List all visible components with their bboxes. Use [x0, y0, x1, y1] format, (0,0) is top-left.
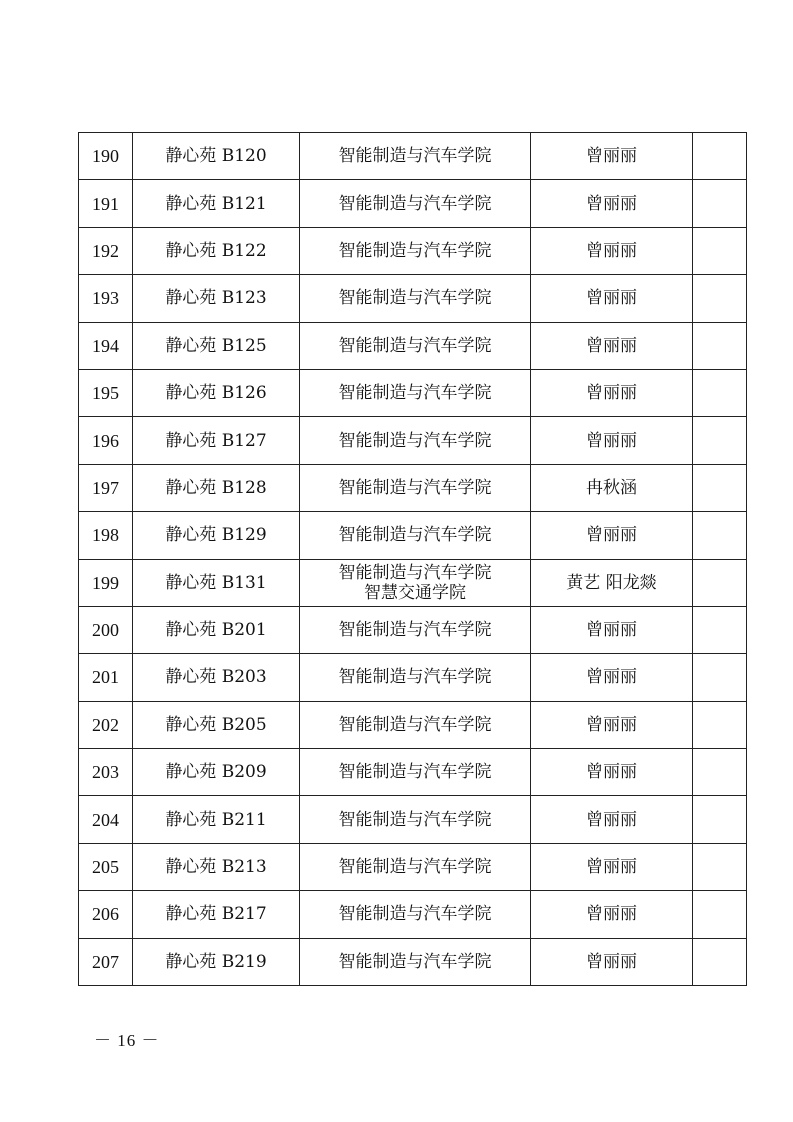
room-cell: 静心苑 B201 [133, 606, 300, 653]
row-number-cell: 201 [79, 654, 133, 701]
room-cell: 静心苑 B127 [133, 417, 300, 464]
person-cell: 曾丽丽 [531, 322, 693, 369]
table-row [79, 891, 747, 938]
note-cell [693, 464, 747, 511]
row-number-cell: 203 [79, 749, 133, 796]
room-cell: 静心苑 B125 [133, 322, 300, 369]
room-cell: 静心苑 B213 [133, 843, 300, 890]
table-row [79, 654, 747, 701]
room-cell: 静心苑 B128 [133, 464, 300, 511]
college-name: 智能制造与汽车学院 [338, 525, 492, 546]
person-cell: 曾丽丽 [531, 749, 693, 796]
table-row [79, 749, 747, 796]
row-number-cell: 207 [79, 938, 133, 985]
person-cell: 曾丽丽 [531, 512, 693, 559]
person-cell: 曾丽丽 [531, 843, 693, 890]
person-cell: 曾丽丽 [531, 180, 693, 227]
person-cell: 曾丽丽 [531, 654, 693, 701]
college-cell [300, 749, 531, 796]
row-number-cell: 199 [79, 559, 133, 606]
row-number-cell: 197 [79, 464, 133, 511]
college-name: 智能制造与汽车学院 [338, 477, 492, 498]
note-cell [693, 701, 747, 748]
dormitory-table [78, 132, 747, 986]
college-cell [300, 654, 531, 701]
person-cell: 曾丽丽 [531, 606, 693, 653]
note-cell [693, 417, 747, 464]
table-row [79, 227, 747, 274]
table-body [79, 133, 747, 986]
note-cell [693, 512, 747, 559]
note-cell [693, 275, 747, 322]
college-name: 智能制造与汽车学院 [338, 714, 492, 735]
college-name: 智能制造与汽车学院 [338, 146, 492, 167]
table-row [79, 796, 747, 843]
room-cell: 静心苑 B219 [133, 938, 300, 985]
person-cell: 曾丽丽 [531, 133, 693, 180]
person-cell: 曾丽丽 [531, 891, 693, 938]
college-cell [300, 322, 531, 369]
note-cell [693, 227, 747, 274]
college-cell [300, 133, 531, 180]
college-cell [300, 417, 531, 464]
person-cell: 冉秋涵 [531, 464, 693, 511]
person-cell: 曾丽丽 [531, 369, 693, 416]
table-row [79, 701, 747, 748]
table-row [79, 275, 747, 322]
room-cell: 静心苑 B203 [133, 654, 300, 701]
note-cell [693, 749, 747, 796]
person-cell: 曾丽丽 [531, 417, 693, 464]
row-number-cell: 195 [79, 369, 133, 416]
college-cell [300, 180, 531, 227]
note-cell [693, 322, 747, 369]
row-number-cell: 192 [79, 227, 133, 274]
note-cell [693, 654, 747, 701]
row-number-cell: 206 [79, 891, 133, 938]
college-cell [300, 843, 531, 890]
row-number-cell: 198 [79, 512, 133, 559]
row-number-cell: 200 [79, 606, 133, 653]
note-cell [693, 606, 747, 653]
college-name: 智能制造与汽车学院 [338, 951, 492, 972]
college-name: 智能制造与汽车学院 [338, 762, 492, 783]
table-row [79, 133, 747, 180]
college-name: 智能制造与汽车学院 [338, 430, 492, 451]
note-cell [693, 133, 747, 180]
row-number-cell: 204 [79, 796, 133, 843]
table-row [79, 843, 747, 890]
college-cell [300, 227, 531, 274]
college-name: 智能制造与汽车学院 [338, 562, 492, 583]
room-cell: 静心苑 B123 [133, 275, 300, 322]
room-cell: 静心苑 B126 [133, 369, 300, 416]
table-row [79, 369, 747, 416]
college-cell [300, 891, 531, 938]
table-row [79, 559, 747, 606]
college-name: 智能制造与汽车学院 [338, 620, 492, 641]
college-name: 智慧交通学院 [364, 582, 466, 603]
note-cell [693, 559, 747, 606]
note-cell [693, 796, 747, 843]
college-name: 智能制造与汽车学院 [338, 335, 492, 356]
person-cell: 曾丽丽 [531, 227, 693, 274]
room-cell: 静心苑 B205 [133, 701, 300, 748]
college-name: 智能制造与汽车学院 [338, 193, 492, 214]
table-row [79, 180, 747, 227]
row-number-cell: 191 [79, 180, 133, 227]
note-cell [693, 180, 747, 227]
college-name: 智能制造与汽车学院 [338, 240, 492, 261]
room-cell: 静心苑 B120 [133, 133, 300, 180]
row-number-cell: 194 [79, 322, 133, 369]
college-name: 智能制造与汽车学院 [338, 288, 492, 309]
college-cell [300, 559, 531, 606]
college-cell [300, 275, 531, 322]
college-name: 智能制造与汽车学院 [338, 667, 492, 688]
table-row [79, 417, 747, 464]
note-cell [693, 369, 747, 416]
person-cell: 曾丽丽 [531, 938, 693, 985]
college-cell [300, 796, 531, 843]
table-row [79, 938, 747, 985]
row-number-cell: 196 [79, 417, 133, 464]
row-number-cell: 202 [79, 701, 133, 748]
person-cell: 曾丽丽 [531, 701, 693, 748]
college-cell [300, 464, 531, 511]
college-cell [300, 606, 531, 653]
room-cell: 静心苑 B129 [133, 512, 300, 559]
person-cell: 曾丽丽 [531, 796, 693, 843]
table-row [79, 322, 747, 369]
row-number-cell: 193 [79, 275, 133, 322]
room-cell: 静心苑 B121 [133, 180, 300, 227]
college-cell [300, 938, 531, 985]
page-number: － 16 － [94, 1031, 160, 1050]
row-number-cell: 205 [79, 843, 133, 890]
room-cell: 静心苑 B217 [133, 891, 300, 938]
table-row [79, 464, 747, 511]
table-row [79, 606, 747, 653]
room-cell: 静心苑 B122 [133, 227, 300, 274]
person-cell: 黄艺 阳龙燚 [531, 559, 693, 606]
note-cell [693, 843, 747, 890]
room-cell: 静心苑 B211 [133, 796, 300, 843]
room-cell: 静心苑 B131 [133, 559, 300, 606]
college-name: 智能制造与汽车学院 [338, 904, 492, 925]
college-cell [300, 369, 531, 416]
college-cell [300, 701, 531, 748]
room-cell: 静心苑 B209 [133, 749, 300, 796]
college-name: 智能制造与汽车学院 [338, 857, 492, 878]
note-cell [693, 891, 747, 938]
row-number-cell: 190 [79, 133, 133, 180]
college-name: 智能制造与汽车学院 [338, 383, 492, 404]
college-name: 智能制造与汽车学院 [338, 809, 492, 830]
note-cell [693, 938, 747, 985]
table-row [79, 512, 747, 559]
person-cell: 曾丽丽 [531, 275, 693, 322]
college-cell [300, 512, 531, 559]
